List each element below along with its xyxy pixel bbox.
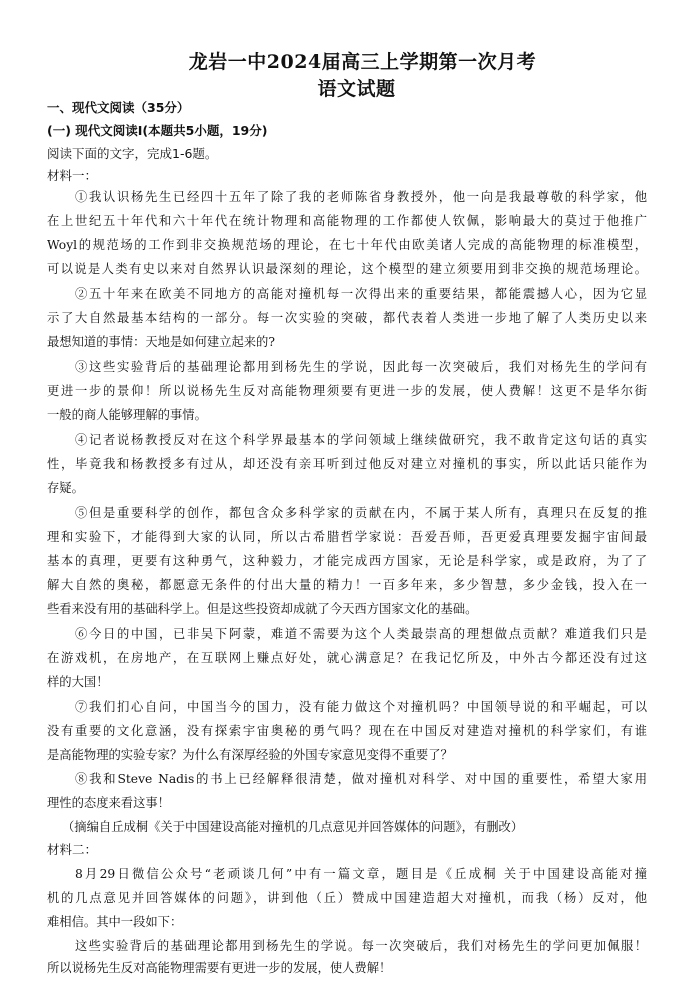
- paragraph-line: 存疑。: [47, 481, 84, 495]
- quoted-line: 所以说杨先生反对高能物理需要有更进一步的发展，使人费解！: [47, 961, 392, 975]
- paragraph-line: 示了大自然最基本结构的一部分。每一次实验的突破，都代表着人类进一步地了解了人类历史以来: [47, 311, 647, 325]
- exam-subtitle: 语文试题: [317, 78, 396, 100]
- paragraph-line: 基本的真理，更要有这种勇气，这种毅力，才能完成西方国家，无论是科学家，或是政府，为了了: [47, 554, 647, 568]
- paragraph-line: 没有重要的文化意涵，没有探索宇宙奥秘的勇气吗？现在在中国反对建造对撞机的科学家们，有谁: [47, 724, 647, 738]
- paragraph-line: 样的大国！: [47, 675, 109, 689]
- paragraph-line: ⑦我们扪心自问，中国当今的国力，没有能力做这个对撞机吗？中国领导说的和平崛起，可以: [75, 700, 647, 714]
- paragraph-line: 在游戏机，在房地产，在互联网上赚点好处，就心满意足？在我记忆所及，中外古今都还没有过这: [47, 651, 647, 665]
- paragraph-line: 最想知道的事情：天地是如何建立起来的?: [47, 335, 275, 349]
- paragraph-line: 可以说是人类有史以来对自然界认识最深刻的理论，这个模型的建立须要用到非交换的规范场理论。: [47, 262, 647, 276]
- paragraph-line: 一般的商人能够理解的事情。: [47, 408, 207, 422]
- paragraph-line: ⑧我和Steve Nadis的书上已经解释很清楚，做对撞机对科学、对中国的重要性，希望大家用: [75, 772, 647, 786]
- paragraph-line: ⑤但是重要科学的创作，都包含众多科学家的贡献在内，不属于某人所有，真理只在反复的推: [75, 506, 647, 520]
- sub-heading: (一) 现代文阅读Ⅰ(本题共5小题，19分): [47, 123, 268, 138]
- instruction: 阅读下面的文字，完成1-6题。: [47, 146, 218, 161]
- paragraph-line: 性，毕竟我和杨教授多有过从，却还没有亲耳听到过他反对建立对撞机的事实，所以此话只能作为: [47, 457, 647, 471]
- source-citation: （摘编自丘成桐《关于中国建设高能对撞机的几点意见并回答媒体的问题》，有删改）: [62, 820, 524, 834]
- paragraph-line: ③这些实验背后的基础理论都用到杨先生的学说，因此每一次突破后，我们对杨先生的学问有: [75, 360, 647, 374]
- paragraph-line: ①我认识杨先生已经四十五年了除了我的老师陈省身教授外，他一向是我最尊敬的科学家，他: [75, 190, 647, 204]
- paragraph-line: 难相信。其中一段如下：: [47, 915, 183, 929]
- paragraph-line: Woyl的规范场的工作到非交换规范场的理论，在七十年代由欧美诸人完成的高能物理的标准模型，: [47, 238, 647, 252]
- paragraph-line: 更进一步的景仰！所以说杨先生反对高能物理须要有更进一步的发展，使人费解！这更不是华尔街: [47, 384, 647, 398]
- quoted-line: 这些实验背后的基础理论都用到杨先生的学说。每一次突破后，我们对杨先生的学问更加佩服！: [75, 939, 647, 953]
- paragraph-line: 在上世纪五十年代和六十年代在统计物理和高能物理的工作都使人钦佩，影响最大的莫过于他推广: [47, 214, 647, 228]
- exam-title: 龙岩一中2024届高三上学期第一次月考: [188, 51, 537, 73]
- paragraph-line: 是高能物理的实验专家？为什么有深厚经验的外国专家意见变得不重要了？: [47, 748, 453, 762]
- paragraph-line: 解大自然的奥秘，都愿意无条件的付出大量的精力！一百多年来，多少智慧，多少金钱，投入在一: [47, 578, 647, 592]
- material1-label: 材料一：: [47, 168, 98, 183]
- paragraph-line: 些看来没有用的基础科学上。但是这些投资却成就了今天西方国家文化的基础。: [47, 602, 478, 616]
- material2-label: 材料二：: [47, 842, 98, 857]
- paragraph-line: 8月29日微信公众号“老顽谈几何”中有一篇文章，题目是《丘成桐 关于中国建设高能对撞: [75, 867, 647, 881]
- paragraph-line: ②五十年来在欧美不同地方的高能对撞机每一次得出来的重要结果，都能震撼人心，因为它显: [75, 287, 647, 301]
- paragraph-line: ⑥今日的中国，已非吴下阿蒙，难道不需要为这个人类最崇高的理想做点贡献？难道我们只是: [75, 627, 647, 641]
- section-heading: 一、现代文阅读（35分）: [47, 100, 190, 115]
- paragraph-line: ④记者说杨教授反对在这个科学界最基本的学问领域上继续做研究，我不敢肯定这句话的真实: [75, 433, 647, 447]
- paragraph-line: 机的几点意见并回答媒体的问题》，讲到他（丘）赞成中国建造超大对撞机，而我（杨）反对，他: [47, 891, 647, 905]
- paragraph-line: 理和实验下，才能得到大家的认同，所以古希腊哲学家说：吾爱吾师，吾更爱真理要发掘宇宙间最: [47, 530, 647, 544]
- paragraph-line: 理性的态度来看这事！: [47, 796, 170, 810]
